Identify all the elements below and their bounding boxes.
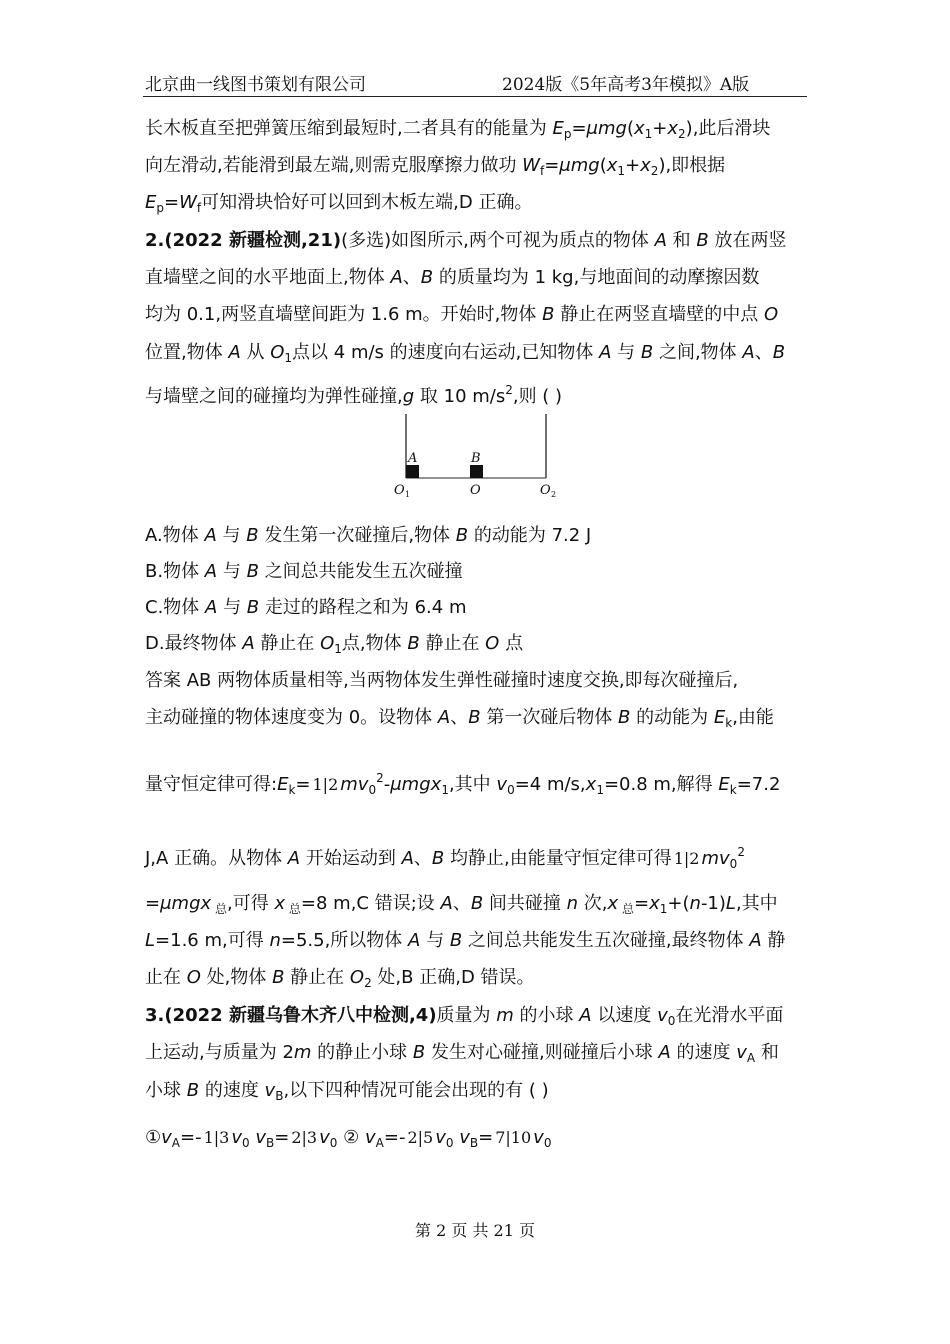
text-run: 之间总共能发生五次碰撞 [258, 561, 463, 582]
text-run: O [349, 967, 365, 988]
fraction: 1|3 [203, 1128, 230, 1147]
text-run: 1 [617, 164, 626, 178]
text-line [145, 632, 523, 661]
text-run: 取 10 m/s [414, 386, 506, 407]
text-run: B [449, 930, 463, 951]
text-run: v [496, 774, 508, 795]
text-run: 点,物体 [341, 633, 408, 654]
text-line [145, 596, 466, 620]
text-run: n [269, 930, 281, 951]
text-run: 处,物体 [200, 967, 273, 988]
text-run: E [277, 774, 289, 795]
text-run: 量守恒定律可得: [145, 774, 278, 795]
text-run: ② [337, 1127, 365, 1148]
text-run: J,A 正确。从物体 [145, 848, 288, 869]
text-run: 静止在两竖直墙壁的中点 [554, 304, 764, 325]
text-run: = [295, 774, 311, 795]
text-run: ( [626, 118, 634, 139]
label-o2: O [540, 483, 551, 498]
text-run: B.物体 [145, 561, 205, 582]
text-run: 的小球 [513, 1005, 580, 1026]
text-run: 2 [737, 845, 745, 859]
text-run: =4 m/s, [514, 774, 586, 795]
header-publisher: 北京曲一线图书策划有限公司 [145, 75, 366, 95]
text-run: 静止在 [284, 967, 350, 988]
text-run: A [287, 848, 301, 869]
text-run: B [618, 707, 631, 728]
text-run: 2.(2022 新疆检测,21) [145, 230, 342, 251]
text-run: 开始运动到 [300, 848, 402, 869]
text-run: = [274, 1127, 290, 1148]
text-run: B [431, 848, 445, 869]
text-run: n [689, 893, 701, 914]
text-run: B [470, 893, 484, 914]
text-run: ① [145, 1127, 162, 1148]
text-run: 、 [413, 848, 432, 869]
text-run: ),此后滑块 [685, 118, 771, 139]
text-run: B [455, 525, 469, 546]
text-run: E [552, 118, 564, 139]
text-run: m [496, 1005, 514, 1026]
text-run: f [539, 164, 545, 178]
text-run: 1 [659, 902, 668, 916]
text-run: 0 [445, 1136, 454, 1150]
text-run: m [340, 774, 358, 795]
text-run: B [275, 1089, 284, 1103]
text-run: p [563, 127, 572, 141]
text-run: v [161, 1127, 172, 1148]
text-run: A [204, 525, 217, 546]
text-run: 之间,物体 [653, 342, 743, 363]
text-line [145, 303, 778, 327]
text-run: 可知滑块恰好可以回到木板左端,D 正确。 [201, 192, 533, 213]
text-run: x [633, 118, 645, 139]
text-run: O [763, 304, 779, 325]
text-run: x [274, 893, 286, 914]
text-run: L [145, 930, 156, 951]
fraction: 1|2 [312, 775, 339, 794]
text-run: 在光滑水平面 [675, 1005, 784, 1026]
text-run: 2 [678, 127, 686, 141]
text-run: =0.8 m,解得 [603, 774, 719, 795]
text-line [145, 560, 463, 584]
text-run: A [375, 1136, 384, 1150]
text-run: =μmgx [145, 893, 212, 914]
text-run: μmgx [390, 774, 442, 795]
text-run: v [365, 1127, 376, 1148]
text-run: E [145, 192, 157, 213]
text-run: x [607, 893, 619, 914]
fraction: 2|3 [291, 1128, 318, 1147]
text-run: 止在 [145, 967, 187, 988]
wall-diagram [380, 400, 580, 500]
text-run: + [652, 118, 668, 139]
text-run: A [408, 930, 421, 951]
text-run: 总 [285, 902, 301, 916]
text-run: + [625, 155, 641, 176]
text-run: E [718, 774, 730, 795]
text-run: A [171, 1136, 181, 1150]
text-run: ,可得 [226, 893, 275, 914]
text-line [145, 766, 780, 802]
text-run: A.物体 [145, 525, 205, 546]
text-run: 2 [505, 383, 513, 397]
text-run: B [640, 342, 654, 363]
text-run: 静 [761, 930, 786, 951]
text-run: 与 [611, 342, 641, 363]
text-run: 3.(2022 新疆乌鲁木齐八中检测,4) [145, 1005, 437, 1026]
text-run: A [654, 230, 667, 251]
text-line [145, 1041, 779, 1070]
text-run: 和 [755, 1042, 779, 1063]
text-run: 位置,物体 [145, 342, 229, 363]
text-run: =1.6 m,可得 [155, 930, 270, 951]
text-run: ,以下四种情况可能会出现的有 ( ) [283, 1080, 549, 1101]
label-b: B [471, 451, 481, 466]
text-run: v [657, 1005, 668, 1026]
text-run: 2 [376, 771, 384, 785]
text-run: B [407, 633, 420, 654]
text-run: A [742, 342, 755, 363]
text-line [145, 706, 774, 735]
text-run: ,其中 [735, 893, 778, 914]
text-run: ( [599, 155, 607, 176]
text-run: 与 [217, 597, 247, 618]
text-run: = [164, 192, 180, 213]
label-o2-sub: 2 [551, 490, 557, 499]
text-run: B [412, 1042, 426, 1063]
text-run: v [736, 1042, 747, 1063]
text-run: B [246, 561, 259, 582]
text-run: 1 [644, 127, 653, 141]
text-run: =- [180, 1127, 202, 1148]
text-run: C.物体 [145, 597, 206, 618]
text-run: 点 [499, 633, 524, 654]
text-run: L [725, 893, 736, 914]
text-run: 主动碰撞的物体速度变为 0。设物体 [145, 707, 438, 728]
text-run: v [264, 1080, 276, 1101]
text-run: 发生对心碰撞,则碰撞后小球 [425, 1042, 659, 1063]
text-run: 0 [667, 1014, 676, 1028]
label-o: O [470, 483, 481, 498]
text-run: 直墙壁之间的水平地面上,物体 [145, 267, 391, 288]
text-run: A [204, 561, 218, 582]
text-run: 和 [666, 230, 697, 251]
label-a: A [408, 451, 418, 466]
text-run: 答案 AB 两物体质量相等,当两物体发生弹性碰撞时速度交换,即每次碰撞后, [145, 670, 739, 691]
text-run: v [319, 1127, 330, 1148]
text-run: (多选)如图所示,两个可视为质点的物体 [341, 230, 655, 251]
text-run: m [293, 1042, 312, 1063]
text-run: 1 [284, 351, 293, 365]
text-run: 0 [329, 1136, 338, 1150]
text-run: m [701, 848, 720, 869]
fraction: 2|5 [407, 1128, 434, 1147]
text-run: 的质量均为 1 kg,与地面间的动摩擦因数 [433, 267, 760, 288]
text-run: k [288, 783, 296, 797]
text-run: 发生第一次碰撞后,物体 [258, 525, 456, 546]
text-run: A [437, 707, 451, 728]
text-run: O [485, 633, 500, 654]
text-run: 放在两竖 [708, 230, 787, 251]
text-run: ,则 ( ) [512, 386, 563, 407]
text-line [145, 892, 778, 921]
text-line [145, 1079, 549, 1108]
header-book-title: 2024版《5年高考3年模拟》A版 [502, 75, 750, 95]
text-run: n [566, 893, 579, 914]
text-run: ),即根据 [658, 155, 726, 176]
text-run: v [435, 1127, 446, 1148]
text-run: 与 [420, 930, 450, 951]
text-run: 向左滑动,若能滑到最左端,则需克服摩擦力做功 [145, 155, 523, 176]
text-run: =5.5,所以物体 [280, 930, 409, 951]
text-run: 静止在 [254, 633, 321, 654]
text-run: B [246, 525, 259, 546]
text-run: 、 [452, 893, 471, 914]
text-run: x [667, 118, 679, 139]
text-run: 2 [650, 164, 659, 178]
text-run: v [357, 774, 369, 795]
text-run: x [585, 774, 597, 795]
text-run: 均静止,由能量守恒定律可得 [444, 848, 672, 869]
text-run: B [186, 1080, 200, 1101]
text-run: =7.2 [736, 774, 781, 795]
text-run: v [459, 1127, 470, 1148]
text-run: ,由能 [732, 707, 774, 728]
text-run: = [478, 1127, 494, 1148]
text-run: E [713, 707, 726, 728]
text-run: 的速度 [670, 1042, 737, 1063]
text-run: 处,B 正确,D 错误。 [371, 967, 535, 988]
text-run: 2 [364, 976, 372, 990]
text-line [145, 524, 591, 548]
text-run: 0 [368, 783, 377, 797]
text-run: B [772, 342, 786, 363]
text-run: 均为 0.1,两竖直墙壁间距为 1.6 m。开始时,物体 [145, 304, 543, 325]
text-line [145, 154, 725, 183]
text-run: =μmg [544, 155, 600, 176]
text-run: 总 [618, 902, 635, 916]
text-line [145, 1004, 783, 1033]
text-run: k [729, 783, 737, 797]
text-run: A [390, 267, 403, 288]
text-run: A [579, 1005, 592, 1026]
text-line [145, 117, 770, 146]
label-o1-sub: 1 [405, 490, 411, 499]
text-run: v [533, 1127, 544, 1148]
text-run: B [420, 267, 434, 288]
text-run: W [522, 155, 540, 176]
text-run: B [266, 1136, 275, 1150]
label-o1: O [394, 483, 405, 498]
text-run: +( [667, 893, 690, 914]
text-run: 、 [450, 707, 469, 728]
text-run: x [640, 155, 651, 176]
text-run: =μmg [571, 118, 627, 139]
text-run: B [468, 707, 481, 728]
text-run: x [606, 155, 618, 176]
text-run: O [320, 633, 335, 654]
text-run: W [179, 192, 197, 213]
text-run: - [383, 774, 391, 795]
text-line [145, 341, 785, 370]
text-run: 1 [441, 783, 449, 797]
text-run: B [246, 597, 260, 618]
text-run: 与 [216, 525, 247, 546]
text-run: g [402, 386, 415, 407]
text-run: k [725, 716, 733, 730]
text-run: 1 [334, 642, 342, 656]
text-run: D.最终物体 [145, 633, 243, 654]
text-run: 0 [507, 783, 515, 797]
page-footer: 第 2 页 共 21 页 [415, 1221, 535, 1240]
fraction: 7|10 [495, 1128, 532, 1147]
text-line [145, 1126, 551, 1155]
text-run: 、 [402, 267, 421, 288]
text-line [145, 929, 785, 953]
text-run: B [272, 967, 285, 988]
text-run: 以速度 [591, 1005, 658, 1026]
text-run: A [749, 930, 762, 951]
text-run: A [599, 342, 612, 363]
text-line [145, 966, 535, 995]
text-run: 上运动,与质量为 2 [145, 1042, 294, 1063]
text-run: 之间总共能发生五次碰撞,最终物体 [462, 930, 750, 951]
text-line [145, 191, 532, 220]
text-run: f [196, 201, 202, 215]
text-run: A [401, 848, 414, 869]
text-run: 的动能为 [630, 707, 714, 728]
text-run: =- [383, 1127, 406, 1148]
text-run: 次, [578, 893, 608, 914]
text-run: 0 [543, 1136, 552, 1150]
text-run: 的动能为 7.2 J [468, 525, 592, 546]
text-run: 静止在 [419, 633, 486, 654]
text-run: O [270, 342, 285, 363]
text-run: x [649, 893, 660, 914]
text-run: A [228, 342, 241, 363]
text-run: A [440, 893, 453, 914]
text-run: 点以 4 m/s 的速度向右运动,已知物体 [292, 342, 600, 363]
text-run: ,其中 [448, 774, 497, 795]
text-run: 间共碰撞 [483, 893, 567, 914]
text-run: 从 [240, 342, 271, 363]
text-run: A [242, 633, 255, 654]
text-run: 第一次碰后物体 [480, 707, 619, 728]
fraction: 1|2 [673, 849, 700, 868]
text-run: v [231, 1127, 242, 1148]
text-run: A [658, 1042, 671, 1063]
text-run: B [469, 1136, 479, 1150]
text-run: 质量为 [436, 1005, 497, 1026]
block-a [406, 465, 419, 478]
text-run: B [696, 230, 709, 251]
text-run: 总 [211, 902, 227, 916]
text-run: = [634, 893, 650, 914]
text-run: A [746, 1051, 756, 1065]
text-run: O [186, 967, 201, 988]
text-run: 0 [242, 1136, 250, 1150]
text-line [145, 669, 738, 693]
text-run: 与墙壁之间的碰撞均为弹性碰撞, [145, 386, 403, 407]
text-run: 、 [754, 342, 773, 363]
text-run: A [205, 597, 218, 618]
text-run: -1) [700, 893, 726, 914]
text-run: 的速度 [199, 1080, 265, 1101]
text-run: v [255, 1127, 267, 1148]
text-run: v [719, 848, 730, 869]
text-line [145, 266, 759, 290]
text-run: 0 [729, 857, 738, 871]
text-run: =8 m,C 错误;设 [300, 893, 441, 914]
text-run: p [156, 201, 164, 215]
text-run: 的静止小球 [311, 1042, 413, 1063]
block-b [470, 465, 483, 478]
text-line [145, 229, 786, 253]
text-run: B [542, 304, 555, 325]
text-run: 1 [596, 783, 604, 797]
text-run: 走过的路程之和为 6.4 m [259, 597, 467, 618]
text-line [145, 840, 745, 876]
text-run: 小球 [145, 1080, 187, 1101]
header-rule [143, 96, 807, 97]
text-run: 长木板直至把弹簧压缩到最短时,二者具有的能量为 [145, 118, 553, 139]
text-run: 与 [217, 561, 247, 582]
